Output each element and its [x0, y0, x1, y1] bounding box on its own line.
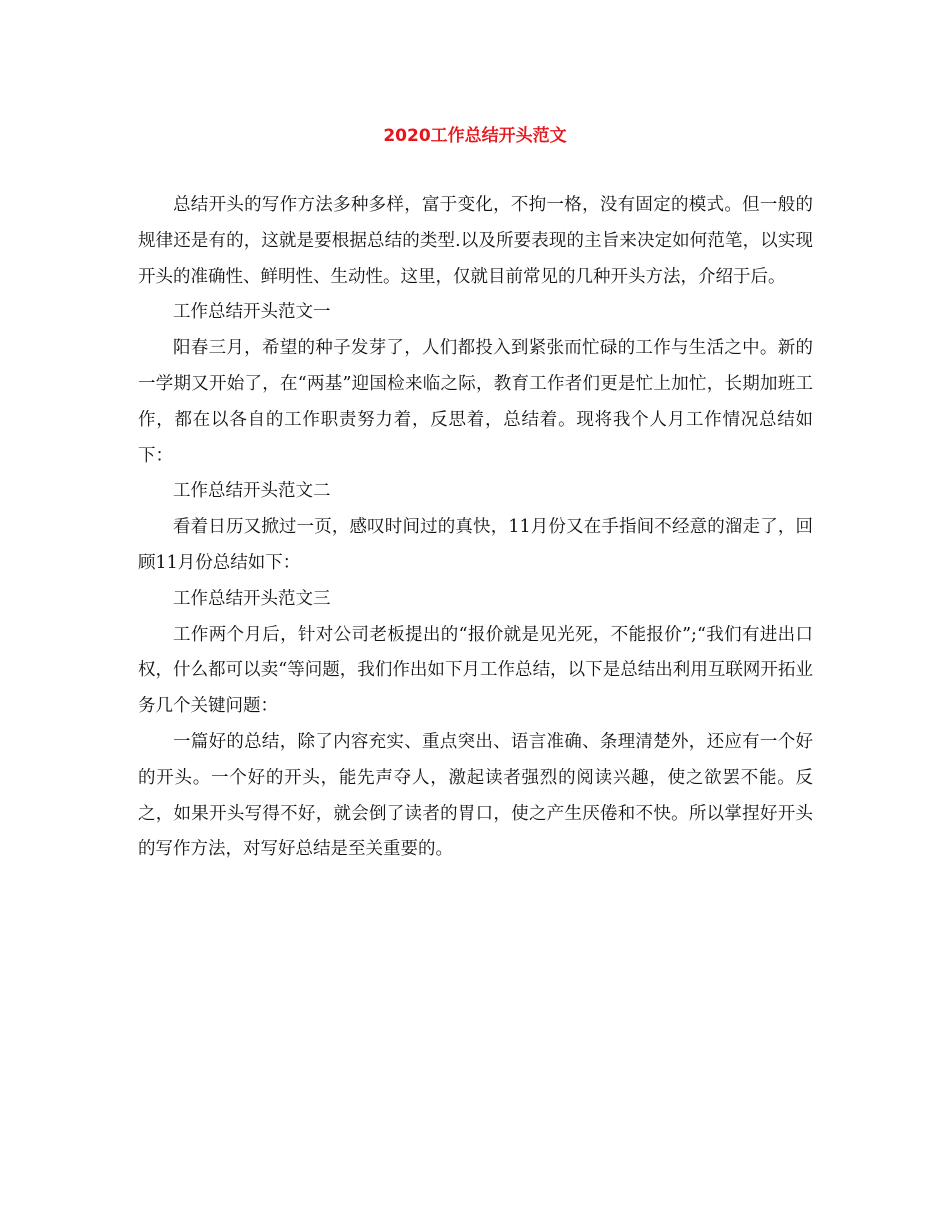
paragraph-conclusion: 一篇好的总结，除了内容充实、重点突出、语言准确、条理清楚外，还应有一个好的开头。一个好的开头，能先声夺人，激起读者强烈的阅读兴趣，使之欲罢不能。反之，如果开头写得不好，就会倒了读者的胃口，使之产生厌倦和不快。所以掌捏好开头的写作方法，对写好总结是至关重要的。	[138, 731, 813, 860]
document-body	[138, 188, 813, 868]
subheading-example-3: 工作总结开头范文三	[173, 588, 331, 609]
subheading-example-1: 工作总结开头范文一	[173, 302, 331, 323]
paragraph-intro: 总结开头的写作方法多种多样，富于变化，不拘一格，没有固定的模式。但一般的规律还是有的，这就是要根据总结的类型.以及所要表现的主旨来决定如何范笔，以实现开头的准确性、鲜明性、生动性。这里，仅就目前常见的几种开头方法，介绍于后。	[138, 195, 813, 287]
subheading-example-2: 工作总结开头范文二	[173, 481, 331, 502]
document-title: 2020工作总结开头范文	[383, 126, 567, 146]
paragraph-example-1: 阳春三月，希望的种子发芽了，人们都投入到紧张而忙碌的工作与生活之中。新的一学期又开始了，在“两基”迎国检来临之际，教育工作者们更是忙上加忙，长期加班工作，都在以各自的工作职责努力着，反思着，总结着。现将我个人月工作情况总结如下：	[138, 338, 813, 466]
paragraph-example-2: 看着日历又掀过一页，感叹时间过的真快，11月份又在手指间不经意的溜走了，回顾11月份总结如下：	[138, 517, 813, 573]
paragraph-example-3: 工作两个月后，针对公司老板提出的“报价就是见光死，不能报价”;“我们有进出口权，什么都可以卖“等问题，我们作出如下月工作总结，以下是总结出利用互联网开拓业务几个关键问题：	[138, 624, 813, 717]
